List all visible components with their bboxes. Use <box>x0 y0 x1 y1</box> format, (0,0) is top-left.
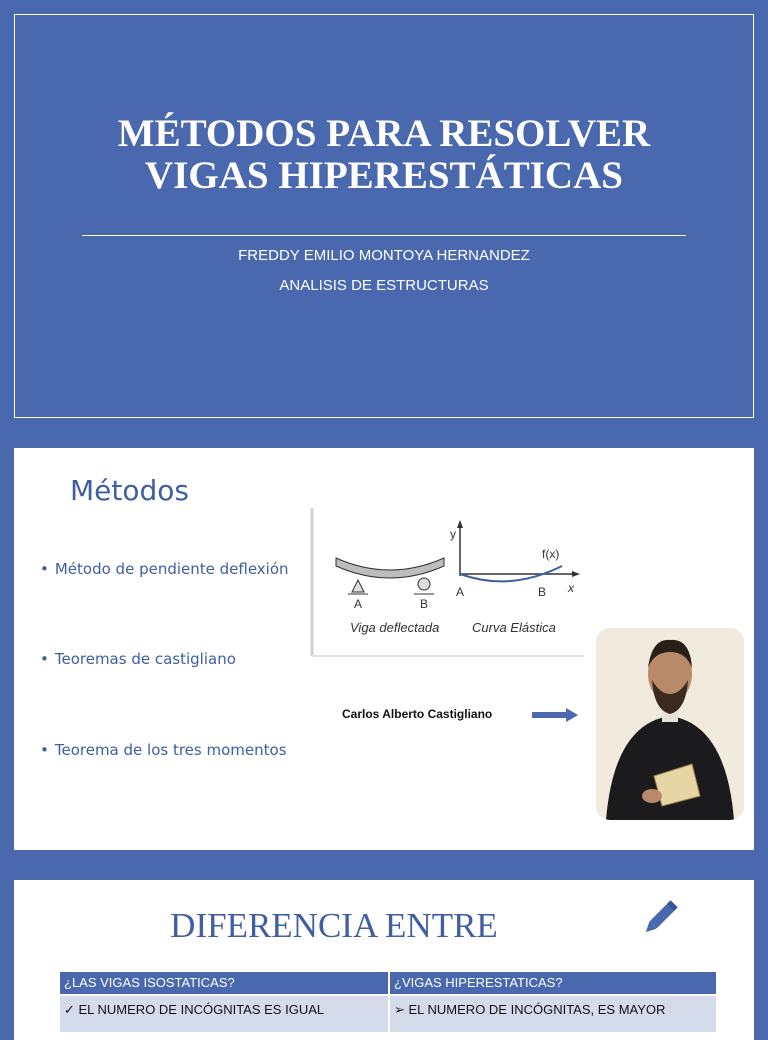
label-a-right: A <box>456 585 465 599</box>
table-header-row <box>60 972 716 994</box>
portrait-caption: Carlos Alberto Castigliano <box>342 707 493 721</box>
castigliano-portrait <box>596 628 744 820</box>
label-b-left: B <box>420 597 429 611</box>
roller-support-icon <box>418 578 430 590</box>
label-b-right: B <box>538 585 547 599</box>
methods-slide <box>14 448 754 850</box>
difference-slide <box>14 880 754 1040</box>
slide-title <box>15 113 753 197</box>
beam-diagram <box>310 506 586 658</box>
difference-title: DIFERENCIA ENTRE <box>170 906 498 945</box>
bullet-dot-icon: • <box>40 650 49 668</box>
bullet-dot-icon: • <box>40 560 49 578</box>
title-slide <box>14 14 754 418</box>
table-cell: ✓ EL NUMERO DE INCÓGNITAS ES IGUAL <box>60 996 388 1032</box>
bullet-dot-icon: • <box>40 741 49 759</box>
caption-left: Viga deflectada <box>350 620 440 635</box>
course-name: ANALISIS DE ESTRUCTURAS <box>279 277 489 294</box>
table-cell: ➢ EL NUMERO DE INCÓGNITAS, ES MAYOR <box>390 996 716 1032</box>
title-line-1: MÉTODOS PARA RESOLVER <box>117 112 651 155</box>
axis-x-label: x <box>568 581 574 595</box>
axis-y-label: y <box>450 527 456 541</box>
arrow-right-icon <box>532 708 578 722</box>
comparison-table <box>60 972 716 1032</box>
pencil-icon <box>638 896 682 940</box>
title-line-2: VIGAS HIPERESTÁTICAS <box>145 154 623 197</box>
table-header-cell: ¿VIGAS HIPERESTATICAS? <box>390 972 716 994</box>
title-divider <box>82 235 686 236</box>
bullet-item: • Teorema de los tres momentos <box>40 741 287 759</box>
methods-heading: Métodos <box>70 474 189 507</box>
portrait-image <box>596 628 744 820</box>
bullet-item: • Método de pendiente deflexión <box>40 560 289 578</box>
function-label: f(x) <box>542 547 560 561</box>
bullet-item: • Teoremas de castigliano <box>40 650 236 668</box>
table-row <box>60 996 716 1032</box>
table-header-cell: ¿LAS VIGAS ISOSTATICAS? <box>60 972 388 994</box>
author-name: FREDDY EMILIO MONTOYA HERNANDEZ <box>238 247 530 264</box>
caption-right: Curva Elástica <box>472 620 556 635</box>
label-a-left: A <box>354 597 363 611</box>
